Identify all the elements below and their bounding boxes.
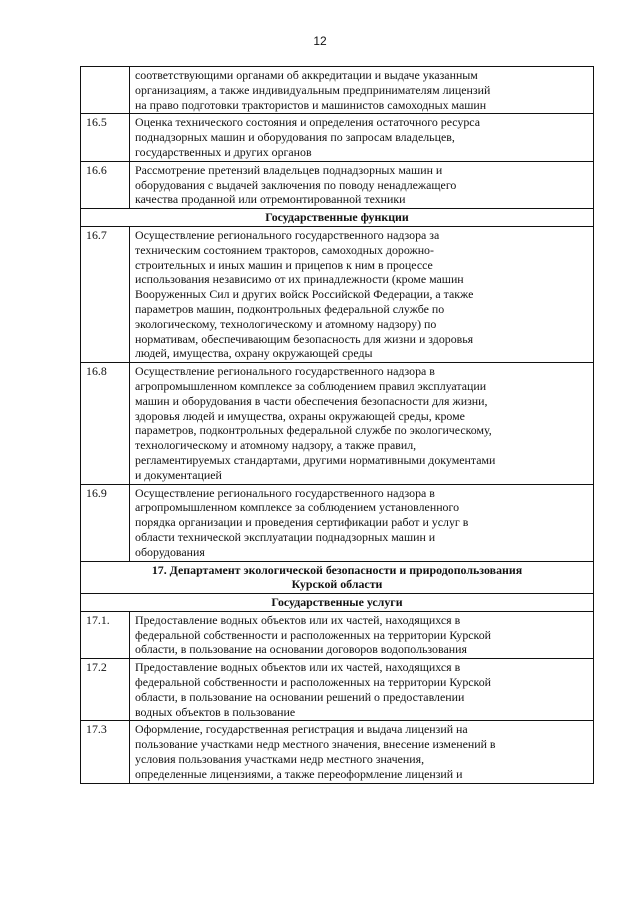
section-heading: Государственные услуги [81, 594, 594, 612]
row-text: Предоставление водных объектов или их частей, находящихся в федеральной собственности и расположенных на территории Курской области, в пользование на основании решений о предоставлении водных объектов в пользование [130, 659, 594, 721]
row-number: 16.8 [81, 363, 130, 484]
row-text: соответствующими органами об аккредитации и выдаче указанным организациям, а также индивидуальным предпринимателям лицензий на право подготовки трактористов и машинистов самоходных машин [130, 67, 594, 114]
table-row [81, 114, 594, 161]
section-heading: Государственные функции [81, 209, 594, 227]
table-row [81, 611, 594, 658]
row-number: 17.3 [81, 721, 130, 783]
page-number: 12 [313, 34, 327, 48]
row-text: Оформление, государственная регистрация и выдача лицензий на пользование участками недр местного значения, внесение изменений в условия пользования участками недр местного значения, определенные лицензиями, а также переоформление лицензий и [130, 721, 594, 783]
row-text: Осуществление регионального государственного надзора в агропромышленном комплексе за соблюдением установленного порядка организации и проведения сертификации работ и услуг в области технической эксплуатации поднадзорных машин и оборудования [130, 484, 594, 561]
table-row [81, 161, 594, 208]
row-text: Осуществление регионального государственного надзора в агропромышленном комплексе за соблюдением правил эксплуатации машин и оборудования в части обеспечения безопасности для жизни, здоровья людей и имущества, охраны окружающей среды, кроме параметров, подконтрольных федеральной службе по экологическому, технологическому и атомному надзору, а также правил, регламентируемых стандартами, другими нормативными документами и документацией [130, 363, 594, 484]
department-heading: 17. Департамент экологической безопасности и природопользования Курской области [81, 561, 594, 594]
section-heading-row [81, 594, 594, 612]
row-text: Оценка технического состояния и определения остаточного ресурса поднадзорных машин и оборудования по запросам владельцев, государственных и других органов [130, 114, 594, 161]
table-row [81, 363, 594, 484]
row-number [81, 67, 130, 114]
row-text: Осуществление регионального государственного надзора за техническим состоянием тракторов, самоходных дорожно- строительных и иных машин и прицепов к ним в процессе использования независимо от их принадлежности (кроме машин Вооруженных Сил и других войск Российской Федерации, а также параметров машин, подконтрольных федеральной службе по экологическому, технологическому и атомному надзору) по нормативам, обеспечивающим безопасность для жизни и здоровья людей, имущества, охрану окружающей среды [130, 226, 594, 362]
table-row [81, 484, 594, 561]
row-number: 17.2 [81, 659, 130, 721]
functions-table [80, 66, 594, 784]
row-number: 16.5 [81, 114, 130, 161]
table-row [81, 721, 594, 783]
row-number: 16.6 [81, 161, 130, 208]
table-row [81, 67, 594, 114]
table-row [81, 226, 594, 362]
row-text: Рассмотрение претензий владельцев поднадзорных машин и оборудования с выдачей заключения по поводу ненадлежащего качества проданной или отремонтированной техники [130, 161, 594, 208]
row-number: 16.7 [81, 226, 130, 362]
section-heading-row [81, 209, 594, 227]
section-heading-row [81, 561, 594, 594]
row-number: 16.9 [81, 484, 130, 561]
row-number: 17.1. [81, 611, 130, 658]
table-row [81, 659, 594, 721]
row-text: Предоставление водных объектов или их частей, находящихся в федеральной собственности и расположенных на территории Курской области, в пользование на основании договоров водопользования [130, 611, 594, 658]
